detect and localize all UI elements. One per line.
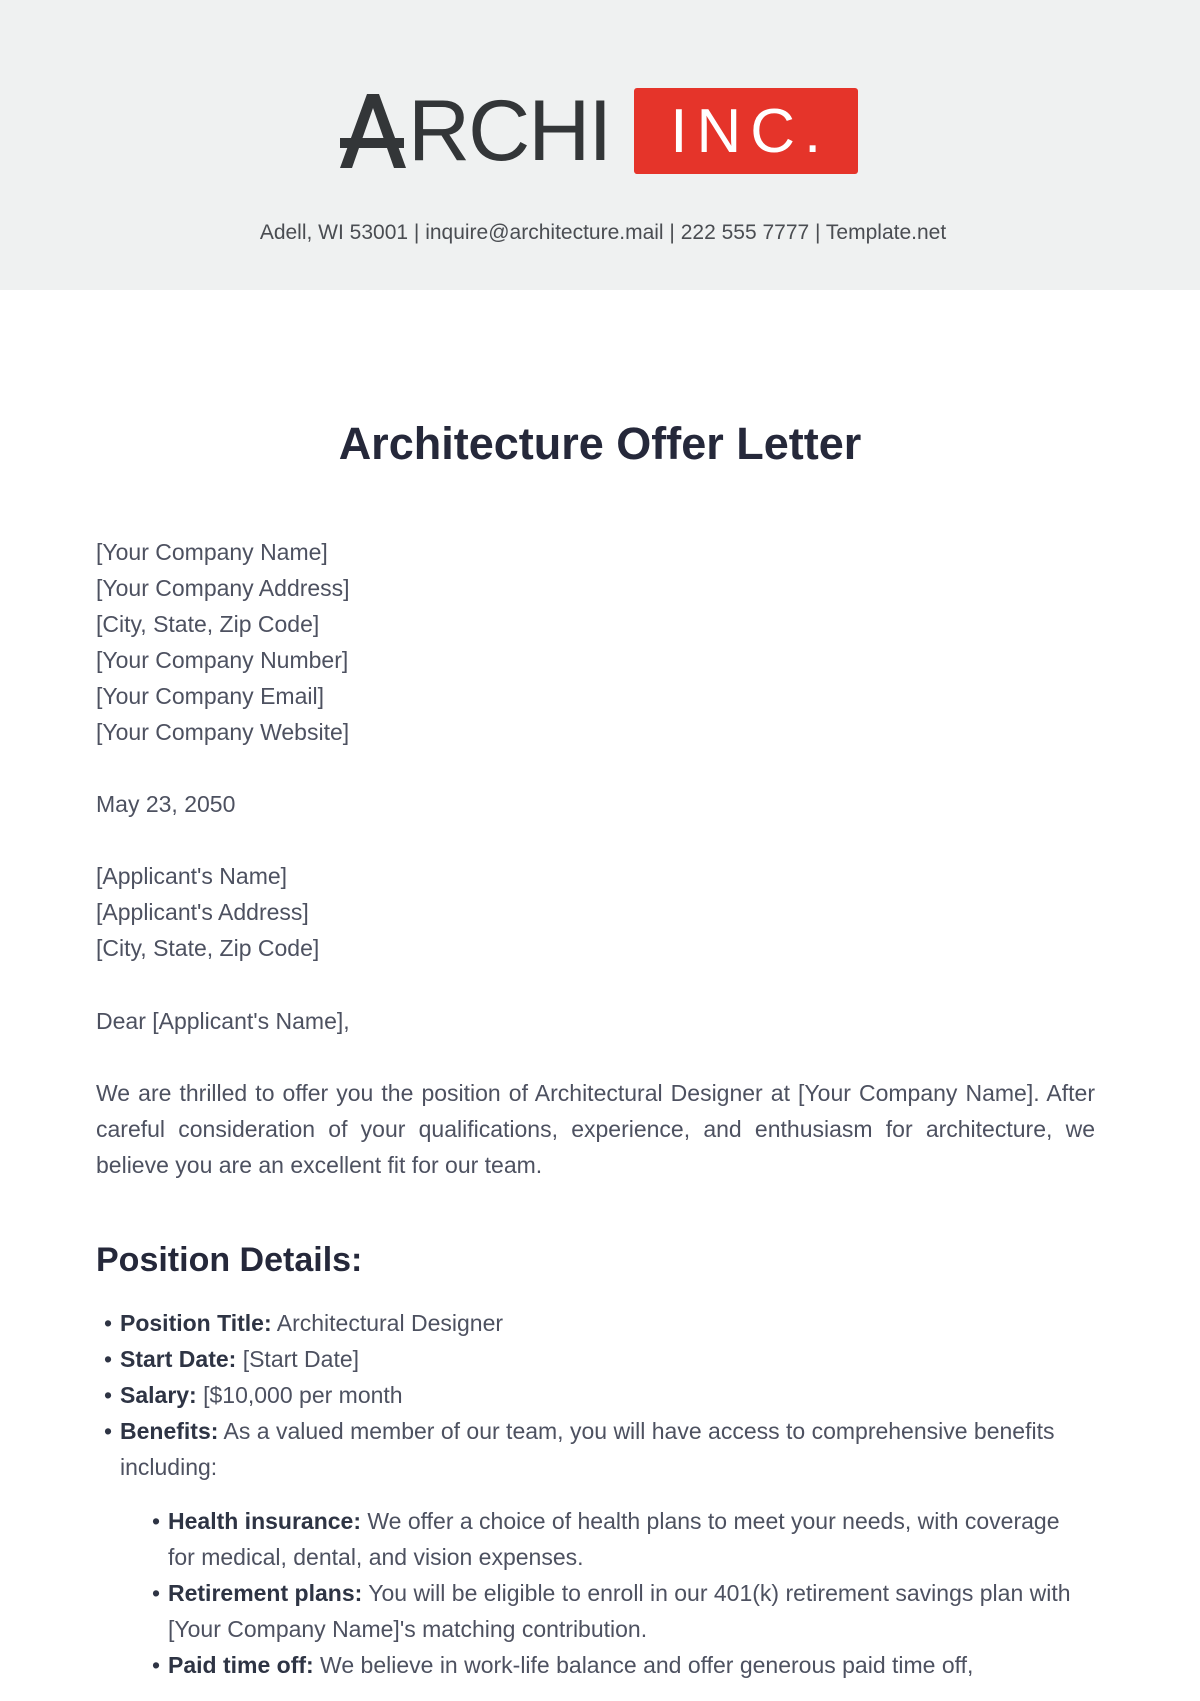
item-text: You will be eligible to enroll in our 401(k) retirement savings plan with [Your Company Name]'s matching contribution. [168,1580,1071,1642]
item-label: Paid time off: [168,1652,314,1678]
item-label: Benefits: [120,1418,219,1444]
intro-paragraph: We are thrilled to offer you the position of Architectural Designer at [Your Company Name]. After careful consideration of your qualifications, experience, and enthusiasm for architecture, we believe you are an excellent fit for our team. [96,1080,1095,1178]
item-text: We offer a choice of health plans to meet your needs, with coverage for medical, dental, and vision expenses. [168,1508,1060,1570]
sender-address-block [96,534,1095,750]
letter-date-block [96,786,1095,822]
item-label: Position Title: [120,1310,272,1336]
list-item [96,1305,1086,1341]
logo-word-rest: RCHI [408,83,611,179]
document-title: Architecture Offer Letter [338,418,862,469]
item-label: Retirement plans: [168,1580,363,1606]
salutation: Dear [Applicant's Name], [96,1008,350,1034]
list-item [96,1341,1086,1377]
item-label: Start Date: [120,1346,237,1372]
sender-line: [Your Company Address] [96,575,350,601]
item-label: Health insurance: [168,1508,361,1534]
item-text: [Start Date] [236,1346,360,1372]
letter-date: May 23, 2050 [96,791,236,817]
item-text: We believe in work-life balance and offer generous paid time off, [313,1652,974,1678]
list-item [96,1377,1086,1413]
position-details-heading: Position Details: [96,1241,363,1279]
sender-line: [Your Company Website] [96,719,350,745]
letterhead [0,0,1200,290]
list-item [96,1413,1086,1683]
logo-a-glyph-icon [340,94,406,168]
sender-line: [Your Company Number] [96,647,349,673]
recipient-line: [Applicant's Address] [96,899,309,925]
list-item [120,1503,1086,1575]
sender-line: [City, State, Zip Code] [96,611,320,637]
sender-line: [Your Company Email] [96,683,324,709]
sender-line: [Your Company Name] [96,539,328,565]
logo-inc-box: INC. [634,88,858,174]
recipient-address-block [96,858,1095,966]
item-label: Salary: [120,1382,197,1408]
logo-wordmark [340,83,611,179]
benefits-list [120,1503,1086,1683]
list-item [120,1575,1086,1647]
list-item [120,1647,1086,1683]
recipient-line: [Applicant's Name] [96,863,288,889]
position-details-list [96,1305,1086,1683]
company-logo [340,83,858,179]
recipient-line: [City, State, Zip Code] [96,935,320,961]
salutation-block [96,1003,1095,1039]
contact-line: Adell, WI 53001 | inquire@architecture.mail | 222 555 7777 | Template.net [259,221,947,244]
item-text: [$10,000 per month [196,1382,403,1408]
item-text: As a valued member of our team, you will have access to comprehensive benefits including: [120,1418,1055,1480]
item-text: Architectural Designer [271,1310,504,1336]
